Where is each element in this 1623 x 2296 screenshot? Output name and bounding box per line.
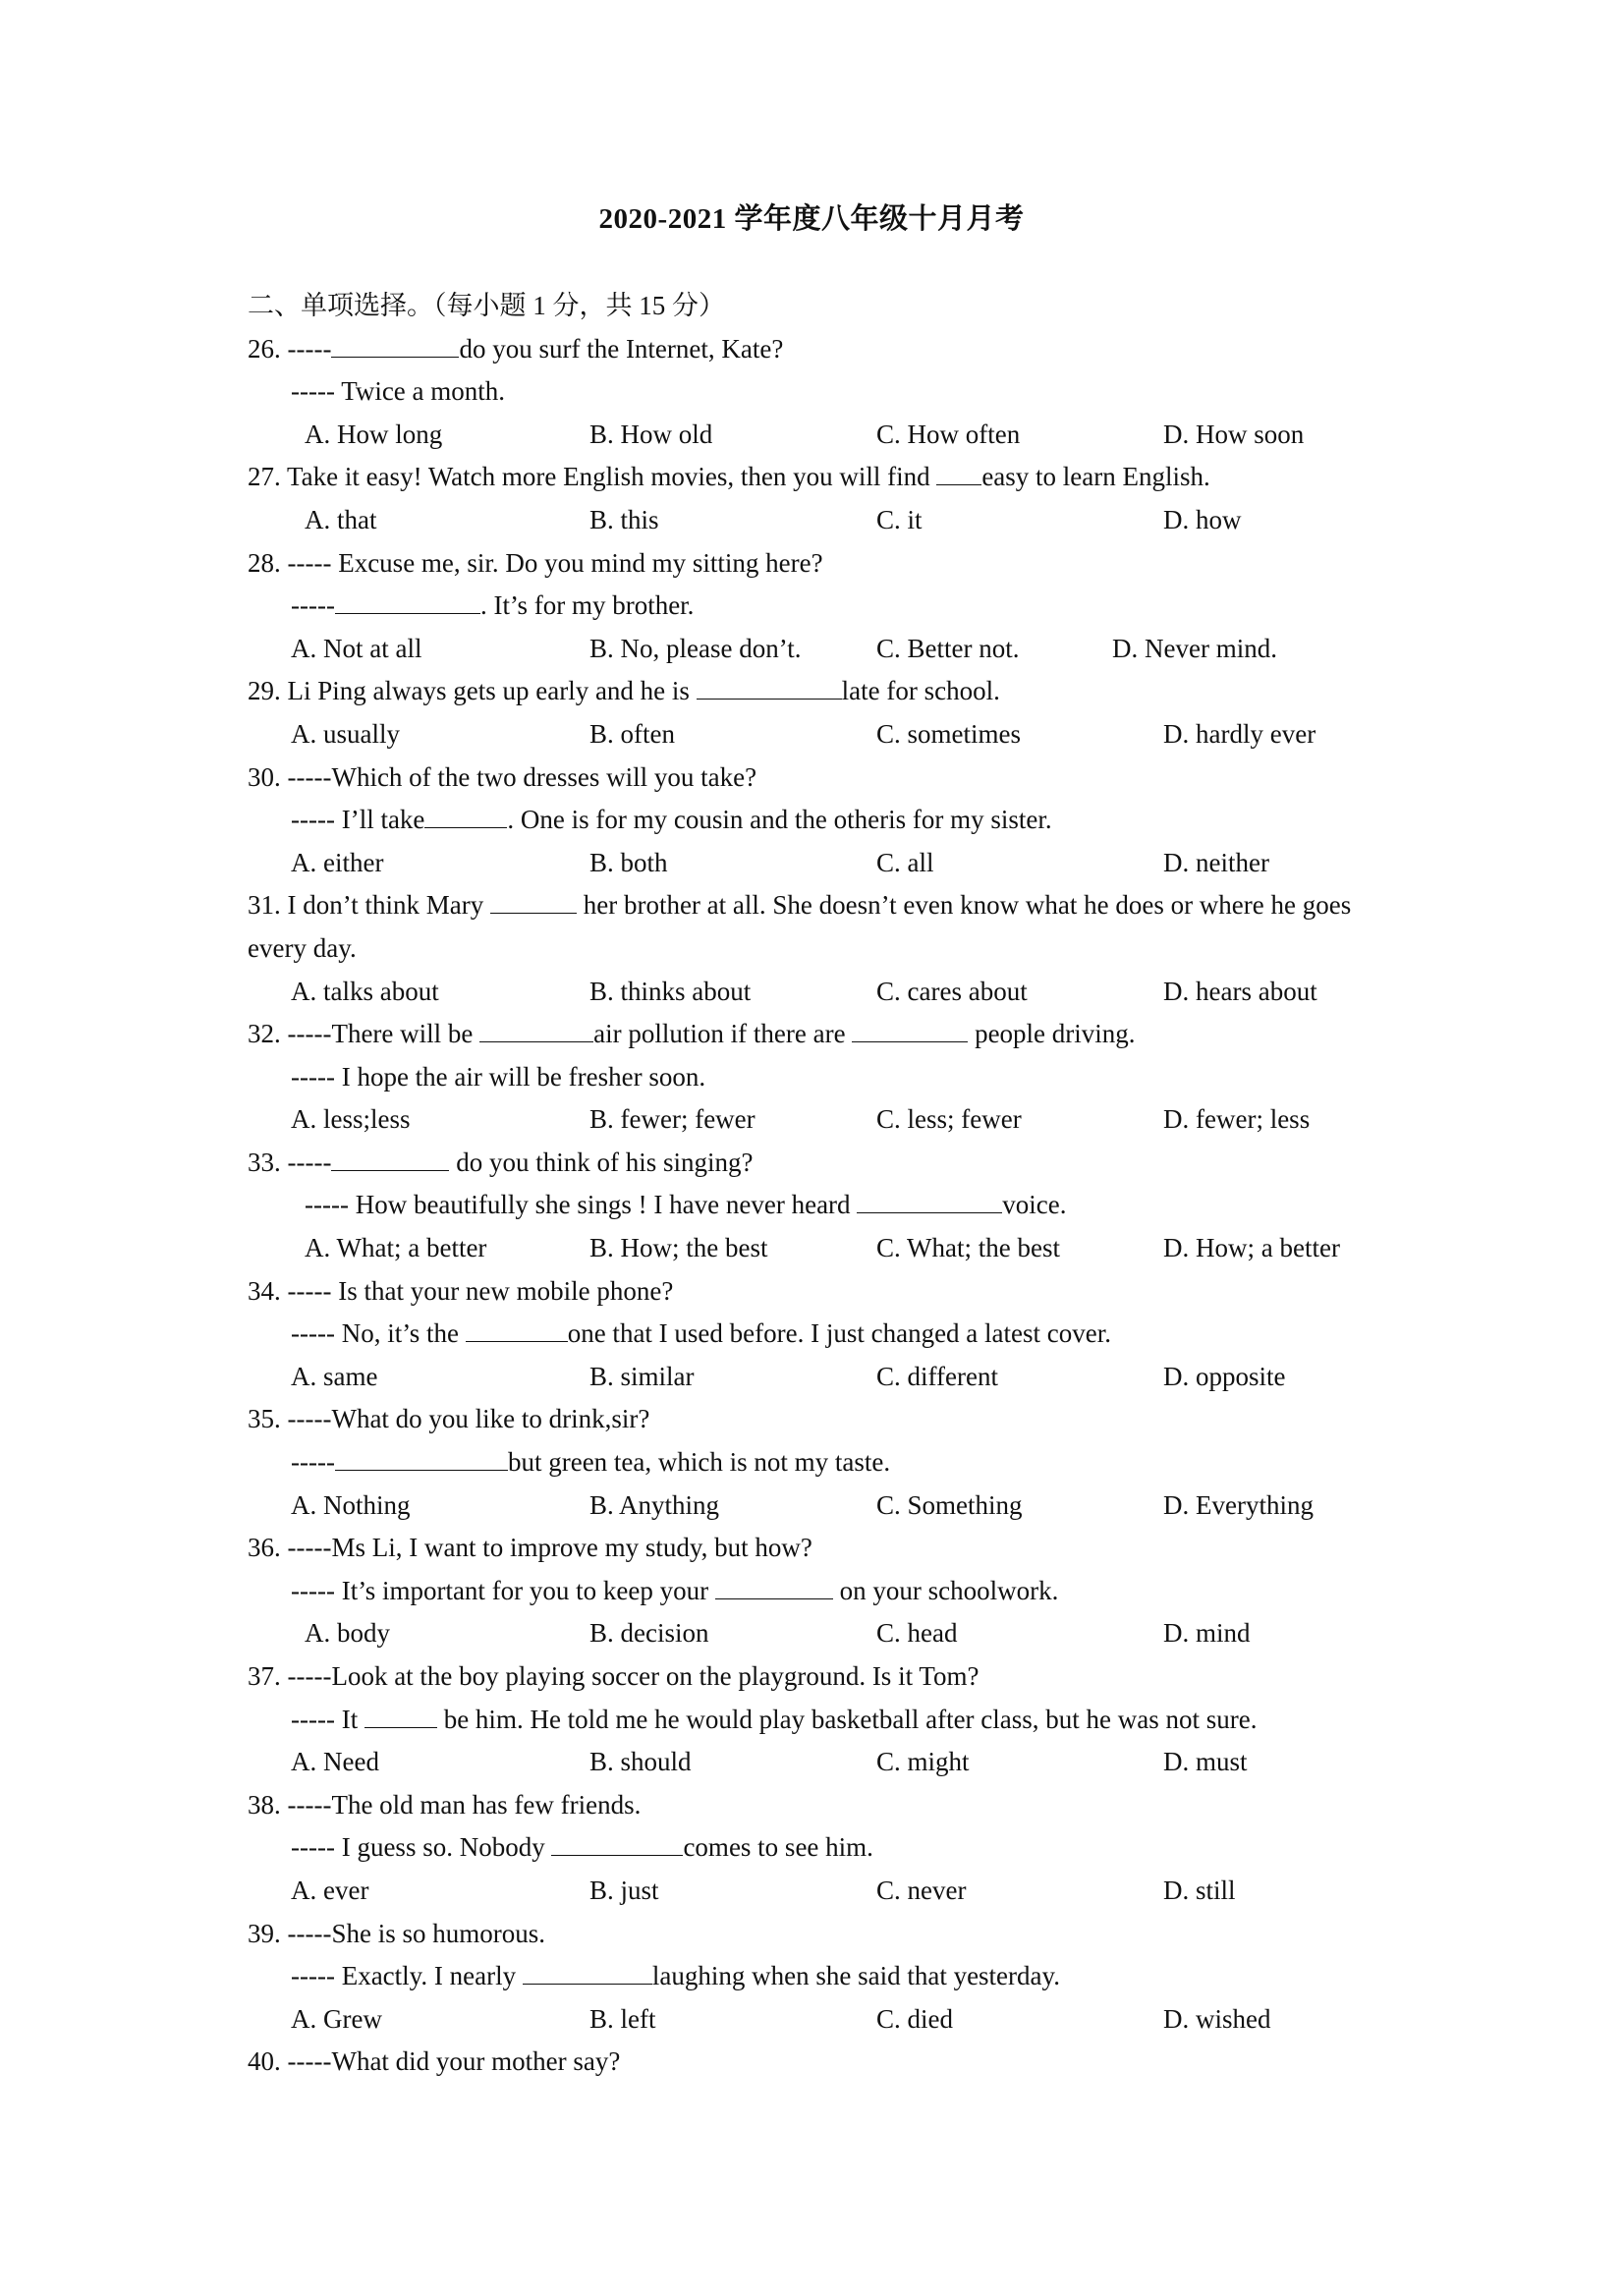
option-b[interactable]: B. this: [589, 504, 659, 534]
options-row: [248, 499, 1407, 542]
option-b[interactable]: B. Anything: [589, 1489, 720, 1520]
stem-text: 30. -----Which of the two dresses will you take?: [248, 761, 757, 792]
option-b[interactable]: B. both: [589, 847, 668, 877]
option-b[interactable]: B. often: [589, 718, 675, 749]
option-b[interactable]: B. fewer; fewer: [589, 1104, 756, 1135]
options-row: [248, 1870, 1407, 1913]
stem-text: late for school.: [841, 676, 1000, 706]
option-a[interactable]: A. How long: [305, 419, 443, 449]
question-stem: [248, 1913, 1407, 1956]
option-a[interactable]: A. Grew: [291, 2003, 382, 2034]
option-c[interactable]: C. died: [876, 2003, 953, 2034]
answer-blank[interactable]: [466, 1316, 568, 1342]
option-d[interactable]: D. must: [1163, 1747, 1248, 1777]
option-a[interactable]: A. talks about: [291, 976, 439, 1006]
question-stem: [248, 670, 1407, 713]
option-b[interactable]: B. should: [589, 1747, 692, 1777]
reply-text: laughing when she said that yesterday.: [651, 1961, 1061, 1991]
option-c[interactable]: C. never: [876, 1875, 967, 1905]
option-c[interactable]: C. less; fewer: [876, 1104, 1022, 1135]
reply-text: ----- Twice a month.: [291, 376, 506, 407]
reply-text: ----- I’ll take: [291, 805, 425, 835]
section-heading: 二、单项选择。（每小题 1 分，共 15 分）: [248, 291, 725, 320]
answer-blank[interactable]: [424, 802, 507, 828]
answer-blank[interactable]: [331, 1145, 449, 1171]
option-b[interactable]: B. similar: [589, 1361, 695, 1391]
reply-text: ----- It’s important for you to keep your: [291, 1575, 715, 1605]
option-c[interactable]: C. Something: [876, 1489, 1023, 1520]
reply-text: voice.: [1002, 1190, 1067, 1220]
option-b[interactable]: B. thinks about: [589, 976, 752, 1006]
option-a[interactable]: A. body: [305, 1618, 390, 1649]
stem-text: 32. -----There will be: [248, 1019, 480, 1049]
option-a[interactable]: A. usually: [291, 718, 400, 749]
question-stem: [248, 456, 1407, 499]
option-c[interactable]: C. might: [876, 1747, 970, 1777]
reply-text: ----- Exactly. I nearly: [291, 1961, 523, 1991]
option-d[interactable]: D. hardly ever: [1163, 718, 1316, 749]
question-stem: [248, 756, 1407, 800]
answer-blank[interactable]: [936, 459, 981, 485]
reply-text: be him. He told me he would play basketball after class, but he was not sure.: [436, 1704, 1258, 1734]
option-c[interactable]: C. head: [876, 1618, 958, 1649]
option-d[interactable]: D. wished: [1163, 2003, 1271, 2034]
options-row: [248, 414, 1407, 457]
stem-text: air pollution if there are: [593, 1019, 853, 1049]
option-d[interactable]: D. neither: [1163, 847, 1269, 877]
options-row: [248, 1484, 1407, 1528]
reply-text: ----- I guess so. Nobody: [291, 1832, 552, 1863]
option-a[interactable]: A. ever: [291, 1875, 369, 1905]
option-b[interactable]: B. No, please don’t.: [589, 633, 802, 663]
answer-blank[interactable]: [551, 1829, 683, 1856]
options-row: [248, 1612, 1407, 1655]
options-row: [248, 1227, 1407, 1270]
answer-blank[interactable]: [857, 1187, 1002, 1213]
stem-text: her brother at all. She doesn’t even know what he does or where he goes every day.: [248, 890, 1352, 963]
option-d[interactable]: D. Everything: [1163, 1489, 1314, 1520]
answer-blank[interactable]: [335, 1444, 508, 1471]
question-stem: [248, 884, 1407, 970]
option-a[interactable]: A. Nothing: [291, 1489, 411, 1520]
question-stem: [248, 1270, 1407, 1314]
option-c[interactable]: C. sometimes: [876, 718, 1021, 749]
question-reply: [248, 799, 1407, 842]
options-row: [248, 1998, 1407, 2042]
stem-text: do you think of his singing?: [449, 1147, 754, 1177]
question-reply: [248, 1441, 1407, 1484]
option-b[interactable]: B. How; the best: [589, 1233, 768, 1263]
answer-blank[interactable]: [331, 331, 459, 358]
option-c[interactable]: C. different: [876, 1361, 998, 1391]
option-a[interactable]: A. that: [305, 504, 377, 534]
option-b[interactable]: B. left: [589, 2003, 656, 2034]
answer-blank[interactable]: [523, 1958, 652, 1985]
reply-text: ----- No, it’s the: [291, 1318, 466, 1349]
question-reply: [248, 585, 1407, 628]
stem-text: 34. ----- Is that your new mobile phone?: [248, 1275, 674, 1306]
stem-text: 35. -----What do you like to drink,sir?: [248, 1404, 650, 1434]
question-reply: [248, 1056, 1407, 1099]
option-c[interactable]: C. cares about: [876, 976, 1028, 1006]
option-b[interactable]: B. decision: [589, 1618, 709, 1649]
answer-blank[interactable]: [852, 1016, 968, 1042]
option-d[interactable]: D. opposite: [1163, 1361, 1286, 1391]
reply-text: ----- It: [291, 1704, 364, 1734]
answer-blank[interactable]: [335, 588, 480, 614]
answer-blank[interactable]: [697, 673, 842, 700]
question-stem: [248, 1527, 1407, 1570]
answer-blank[interactable]: [364, 1702, 437, 1728]
option-d[interactable]: D. mind: [1163, 1618, 1251, 1649]
stem-text: 31. I don’t think Mary: [248, 890, 490, 921]
question-list: [248, 285, 1407, 2084]
question-reply: [248, 1699, 1407, 1742]
options-row: [248, 971, 1407, 1014]
stem-text: 27. Take it easy! Watch more English movies, then you will find: [248, 462, 937, 492]
stem-text: people driving.: [968, 1019, 1136, 1049]
options-row: [248, 1098, 1407, 1142]
option-b[interactable]: B. just: [589, 1875, 659, 1905]
options-row: [248, 1741, 1407, 1784]
stem-text: 33. -----: [248, 1147, 332, 1177]
option-c[interactable]: C. Better not.: [876, 633, 1020, 663]
option-d[interactable]: D. How soon: [1163, 419, 1305, 449]
stem-text: 36. -----Ms Li, I want to improve my study, but how?: [248, 1533, 812, 1563]
option-a[interactable]: A. Not at all: [291, 633, 422, 663]
question-reply: [248, 1826, 1407, 1870]
question-stem: [248, 1398, 1407, 1441]
question-reply: [248, 1570, 1407, 1613]
option-c[interactable]: C. How often: [876, 419, 1021, 449]
stem-text: 26. -----: [248, 333, 332, 364]
stem-text: do you surf the Internet, Kate?: [459, 333, 784, 364]
option-b[interactable]: B. How old: [589, 419, 713, 449]
stem-text: 37. -----Look at the boy playing soccer on the playground. Is it Tom?: [248, 1661, 979, 1691]
page-title: 2020-2021 学年度八年级十月月考: [598, 203, 1025, 235]
option-a[interactable]: A. less;less: [291, 1104, 411, 1135]
options-row: [248, 713, 1407, 756]
question-reply: [248, 1955, 1407, 1998]
reply-text: one that I used before. I just changed a latest cover.: [567, 1318, 1111, 1349]
stem-text: 29. Li Ping always gets up early and he is: [248, 676, 697, 706]
answer-blank[interactable]: [715, 1573, 833, 1599]
option-c[interactable]: C. it: [876, 504, 923, 534]
reply-text: . It’s for my brother.: [479, 590, 695, 621]
options-row: [248, 628, 1407, 671]
option-c[interactable]: C. all: [876, 847, 934, 877]
stem-text: 38. -----The old man has few friends.: [248, 1789, 642, 1820]
question-stem: [248, 328, 1407, 371]
options-row: [248, 1356, 1407, 1399]
option-a[interactable]: A. Need: [291, 1747, 379, 1777]
option-d[interactable]: D. fewer; less: [1163, 1104, 1311, 1135]
option-a[interactable]: A. What; a better: [305, 1233, 487, 1263]
option-c[interactable]: C. What; the best: [876, 1233, 1060, 1263]
reply-text: ----- I hope the air will be fresher soon.: [291, 1061, 706, 1092]
question-reply: [248, 370, 1407, 414]
option-d[interactable]: D. How; a better: [1163, 1233, 1340, 1263]
question-stem: [248, 1655, 1407, 1699]
reply-text: -----: [291, 590, 335, 621]
reply-text: ----- How beautifully she sings ! I have never heard: [305, 1190, 858, 1220]
option-d[interactable]: D. hears about: [1163, 976, 1317, 1006]
question-stem: [248, 1142, 1407, 1185]
reply-text: -----: [291, 1447, 335, 1478]
stem-text: 40. -----What did your mother say?: [248, 2046, 621, 2077]
option-d[interactable]: D. how: [1163, 504, 1242, 534]
question-stem: [248, 1013, 1407, 1056]
option-d[interactable]: D. Never mind.: [1112, 633, 1277, 663]
option-a[interactable]: A. either: [291, 847, 384, 877]
reply-text: on your schoolwork.: [832, 1575, 1059, 1605]
reply-text: . One is for my cousin and the otheris for my sister.: [507, 805, 1052, 835]
question-stem: [248, 2041, 1407, 2084]
answer-blank[interactable]: [490, 887, 577, 914]
stem-text: easy to learn English.: [981, 462, 1210, 492]
question-reply: [248, 1184, 1407, 1227]
question-stem: [248, 1784, 1407, 1827]
question-stem: [248, 542, 1407, 586]
question-reply: [248, 1313, 1407, 1356]
reply-text: comes to see him.: [683, 1832, 873, 1863]
option-d[interactable]: D. still: [1163, 1875, 1236, 1905]
options-row: [248, 842, 1407, 885]
answer-blank[interactable]: [479, 1016, 593, 1042]
stem-text: 39. -----She is so humorous.: [248, 1918, 545, 1948]
option-a[interactable]: A. same: [291, 1361, 378, 1391]
stem-text: 28. ----- Excuse me, sir. Do you mind my sitting here?: [248, 547, 823, 578]
reply-text: but green tea, which is not my taste.: [507, 1447, 891, 1478]
